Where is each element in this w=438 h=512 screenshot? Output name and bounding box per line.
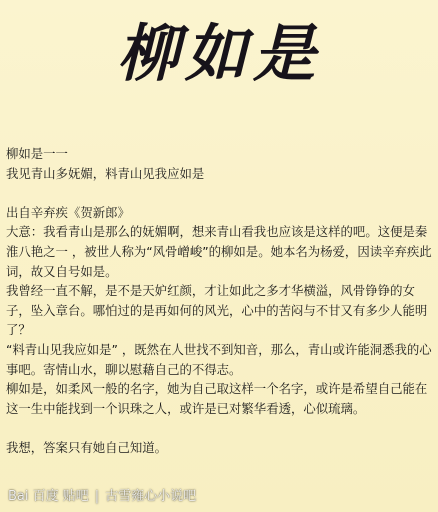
watermark-right: 古雪雍心小说吧 xyxy=(105,489,197,504)
watermark-left: Bai 百度 贴吧 xyxy=(8,489,89,504)
calligraphy-title: 柳如是 xyxy=(116,17,321,90)
watermark xyxy=(8,485,196,504)
document-body xyxy=(6,144,434,458)
paragraph-quote: 我见青山多妩媚，料青山见我应如是 xyxy=(6,165,205,181)
paragraph-name: 柳如是一一 xyxy=(6,146,68,161)
watermark-separator: | xyxy=(94,489,100,504)
paragraph-gap xyxy=(6,418,434,438)
paragraph-gap xyxy=(6,183,434,203)
paragraph-source: 出自辛弃疾《贺新郎》 xyxy=(6,204,130,220)
paragraph-conclusion: 我想，答案只有她自己知道。 xyxy=(6,439,168,455)
paragraph-meaning: 大意：我看青山是那么的妩媚啊，想来青山看我也应该是这样的吧。这便是秦淮八艳之一 ，被世人称为“风骨嶒峻”的柳如是。她本名为杨爱，因读辛弃疾此词，故又自号如是。 xyxy=(6,224,432,279)
paragraph-name-meaning: 柳如是，如柔风一般的名字，她为自己取这样一个名字，或许是希望自己能在这一生中能找到一个识珠之人，或许是已对繁华看透，心似琉璃。 xyxy=(6,381,428,416)
paragraph-quote-reflection: “料青山见我应如是” ，既然在人世找不到知音，那么，青山或许能洞悉我的心事吧。寄情山水，聊以慰藉自己的不得志。 xyxy=(6,341,432,377)
paragraph-question: 我曾经一直不解，是不是天妒红颜，才让如此之多才华横溢，风骨铮铮的女子，坠入章台。哪怕过的是再如何的风光，心中的苦闷与不甘又有多少人能明了？ xyxy=(6,283,428,338)
